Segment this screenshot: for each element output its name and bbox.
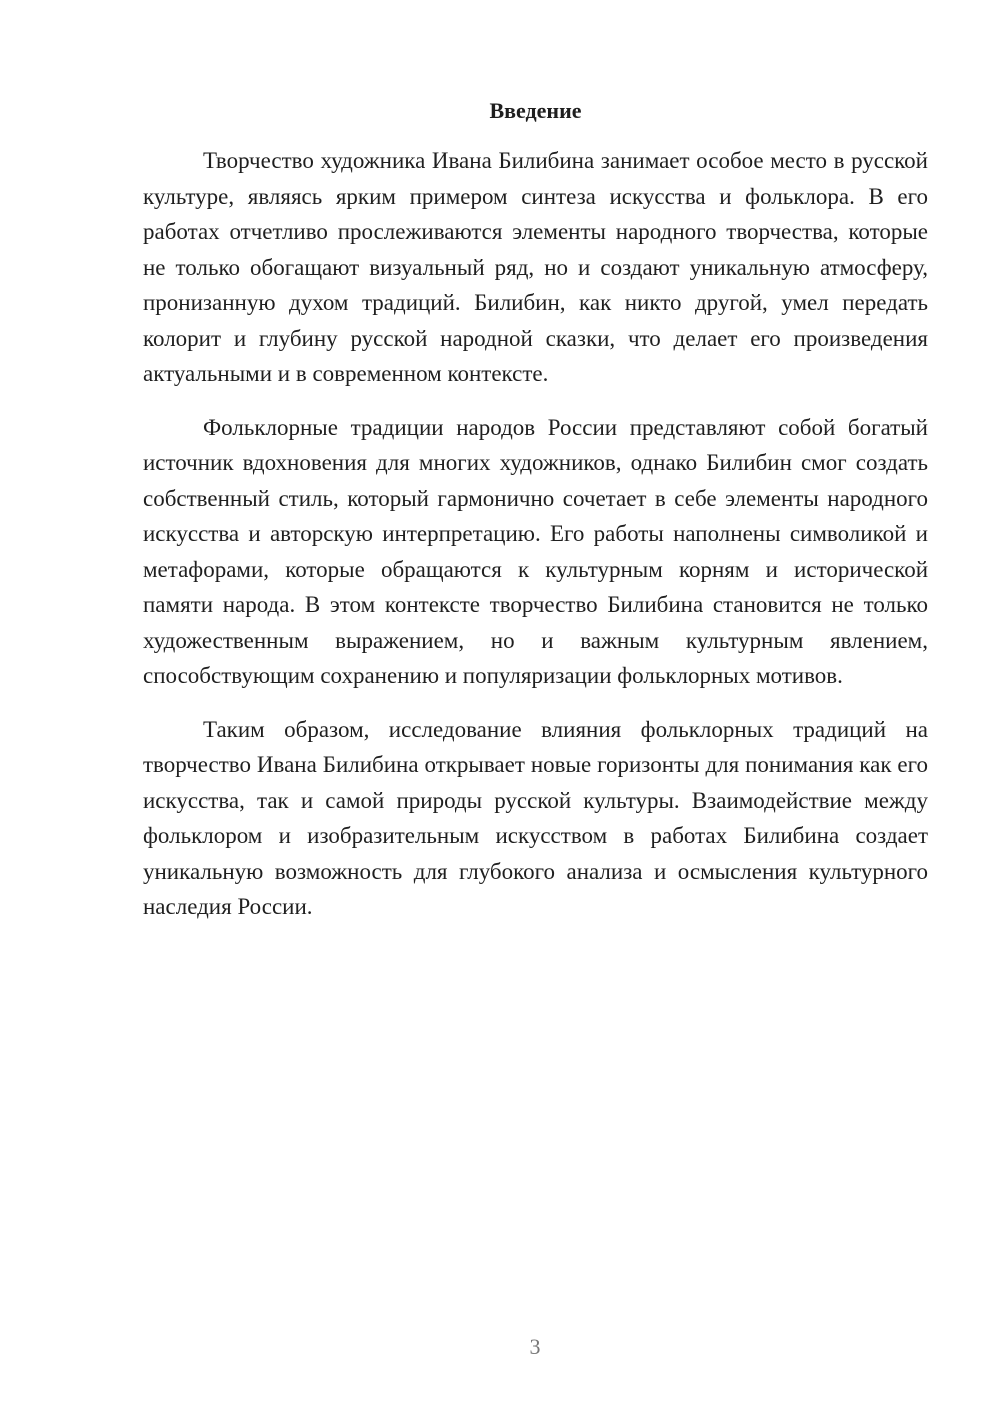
page-number: 3 [529,1334,541,1359]
paragraph-1: Творчество художника Ивана Билибина занимает особое место в русской культуре, являясь ярким примером синтеза искусства и фольклора. В его работах отчетливо прослеживаются элементы народного творчества, которые не только обогащают визуальный ряд, но и создают уникальную атмосферу, пронизанную духом традиций. Билибин, как никто другой, умел передать колорит и глубину русской народной сказки, что делает его произведения актуальными и в современном контексте. [143,148,928,386]
section-heading: Введение [489,98,582,123]
page-body [143,95,928,943]
paragraph-3: Таким образом, исследование влияния фольклорных традиций на творчество Ивана Билибина открывает новые горизонты для понимания как его искусства, так и самой природы русской культуры. Взаимодействие между фольклором и изобразительным искусством в работах Билибина создает уникальную возможность для глубокого анализа и осмысления культурного наследия России. [143,716,928,919]
paragraph-2: Фольклорные традиции народов России представляют собой богатый источник вдохновения для многих художников, однако Билибин смог создать собственный стиль, который гармонично сочетает в себе элементы народного искусства и авторскую интерпретацию. Его работы наполнены символикой и метафорами, которые обращаются к культурным корням и исторической памяти народа. В этом контексте творчество Билибина становится не только художественным выражением, но и важным культурным явлением, способствующим сохранению и популяризации фольклорных мотивов. [143,414,928,688]
